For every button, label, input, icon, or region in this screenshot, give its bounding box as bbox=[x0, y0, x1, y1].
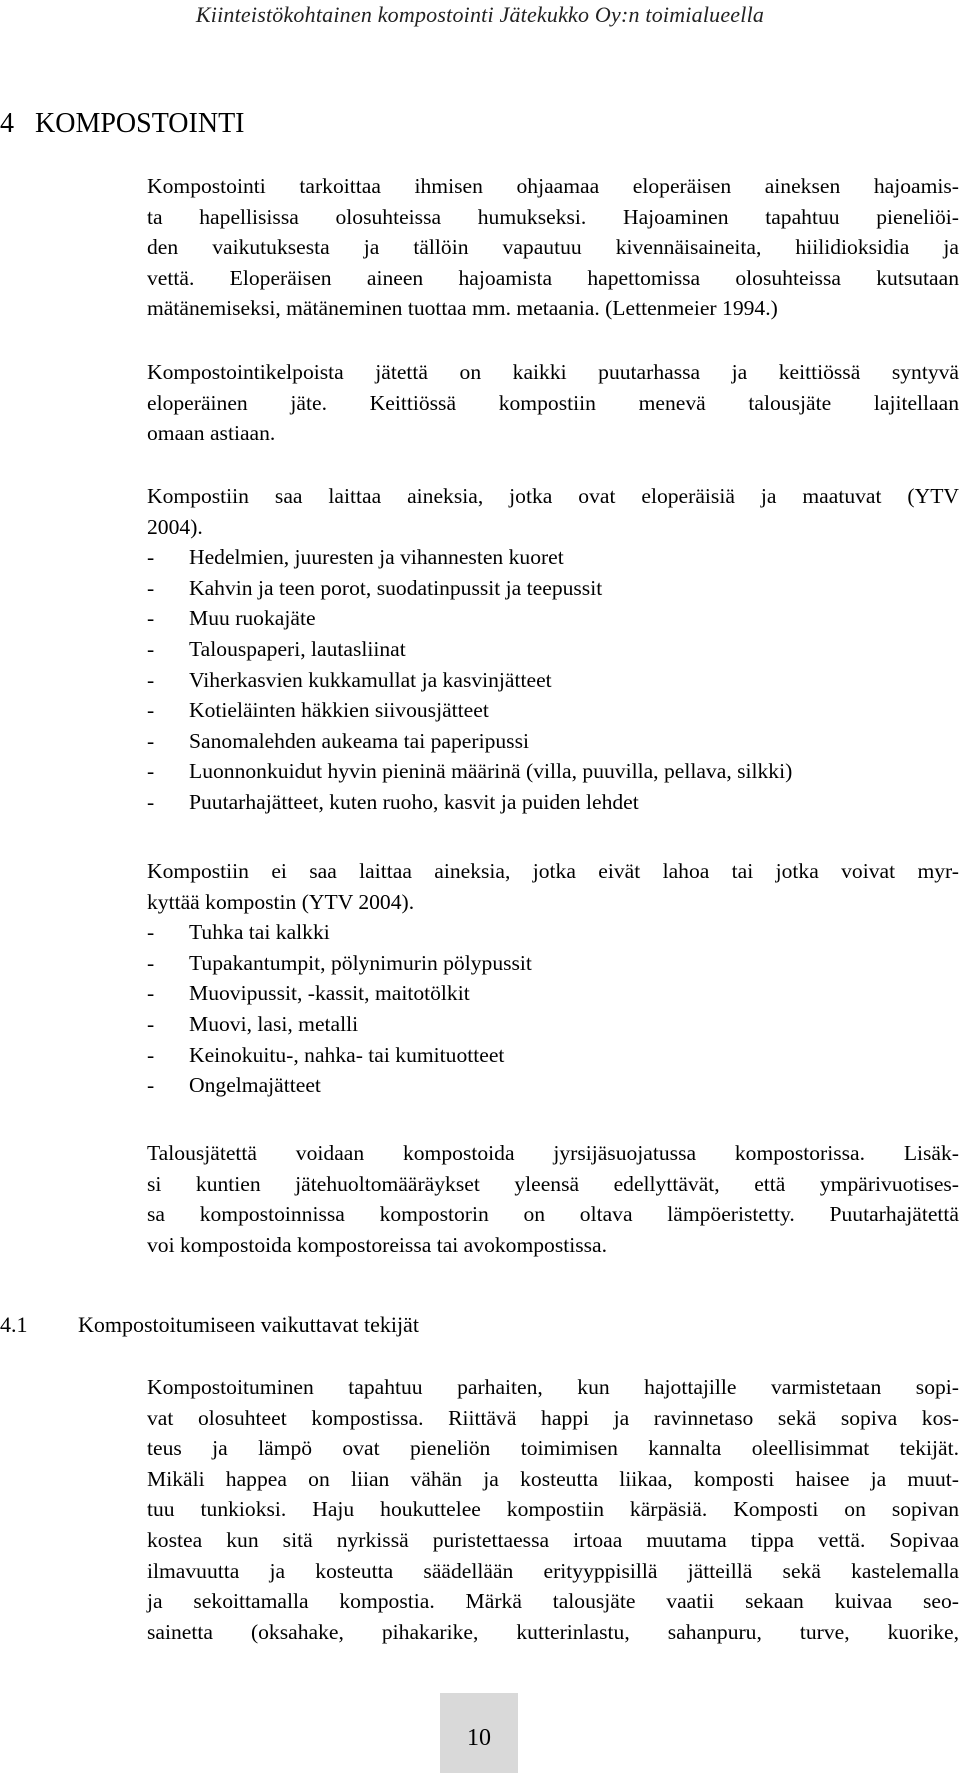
list-dash: - bbox=[147, 728, 155, 753]
text-line: voi kompostoida kompostoreissa tai avokompostissa. bbox=[147, 1232, 608, 1257]
list-item-text: Muovipussit, -kassit, maitotölkit bbox=[189, 981, 470, 1006]
list-dash: - bbox=[147, 981, 155, 1006]
list-item-text: Kotieläinten häkkien siivousjätteet bbox=[189, 698, 489, 723]
list-item bbox=[147, 634, 959, 665]
subsection-number: 4.1 bbox=[0, 1312, 28, 1337]
list-item-text: Hedelmien, juuresten ja vihannesten kuoret bbox=[189, 545, 564, 570]
text-line: tuu tunkioksi. Haju houkuttelee kompostiin kärpäsiä. Komposti on sopivan bbox=[147, 1497, 959, 1522]
list-item-text: Muu ruokajäte bbox=[189, 606, 316, 631]
list-item-text: Talouspaperi, lautasliinat bbox=[189, 636, 406, 661]
list-item-text: Viherkasvien kukkamullat ja kasvinjätteet bbox=[189, 667, 552, 692]
text-line: teus ja lämpö ovat pieneliön toimimisen kannalta oleellisimmat tekijät. bbox=[147, 1436, 959, 1461]
list-dash: - bbox=[147, 545, 155, 570]
list-item-text: Tupakantumpit, pölynimurin pölypussit bbox=[189, 950, 532, 975]
household-paragraph bbox=[147, 1138, 959, 1260]
list-item bbox=[147, 978, 959, 1009]
text-line: Kompostoituminen tapahtuu parhaiten, kun hajottajille varmistetaan sopi- bbox=[147, 1375, 959, 1399]
section-heading bbox=[0, 108, 245, 140]
list-item-text: Tuhka tai kalkki bbox=[189, 920, 330, 945]
text-line: Mikäli happea on liian vähän ja kosteutta liikaa, komposti haisee ja muut- bbox=[147, 1466, 959, 1491]
text-line: ta hapellisissa olosuhteissa humukseksi. Hajoaminen tapahtuu pieneliöi- bbox=[147, 204, 959, 229]
list-dash: - bbox=[147, 636, 155, 661]
text-line: kostea kun sitä nyrkissä puristettaessa irtoaa muutama tippa vettä. Sopivaa bbox=[147, 1527, 959, 1552]
subsection-title: Kompostoitumiseen vaikuttavat tekijät bbox=[78, 1312, 419, 1337]
list-item bbox=[147, 1040, 959, 1071]
list-dash: - bbox=[147, 1073, 155, 1098]
list-item-text: Muovi, lasi, metalli bbox=[189, 1011, 359, 1036]
text-line: den vaikutuksesta ja tällöin vapautuu kivennäisaineita, hiilidioksidia ja bbox=[147, 235, 959, 260]
suitable-paragraph bbox=[147, 357, 959, 449]
text-line: Kompostiin ei saa laittaa aineksia, jotka eivät lahoa tai jotka voivat myr- bbox=[147, 859, 959, 883]
forbidden-list bbox=[147, 917, 959, 1101]
list-dash: - bbox=[147, 920, 155, 945]
forbidden-section bbox=[147, 856, 959, 1101]
list-dash: - bbox=[147, 606, 155, 631]
list-dash: - bbox=[147, 1011, 155, 1036]
list-item bbox=[147, 948, 959, 979]
text-line: 2004). bbox=[147, 514, 203, 539]
list-item-text: Kahvin ja teen porot, suodatinpussit ja teepussit bbox=[189, 575, 603, 600]
text-line: ja sekoittamalla kompostia. Märkä talousjäte vaatii sekaan kuivaa seo- bbox=[147, 1589, 959, 1614]
list-item bbox=[147, 603, 959, 634]
list-item bbox=[147, 573, 959, 604]
running-header: Kiinteistökohtainen kompostointi Jätekukko Oy:n toimialueella bbox=[195, 2, 765, 27]
list-item bbox=[147, 695, 959, 726]
text-line: Kompostointi tarkoittaa ihmisen ohjaamaa eloperäisen aineksen hajoamis- bbox=[147, 174, 959, 198]
text-line: Kompostiin saa laittaa aineksia, jotka ovat eloperäisiä ja maatuvat (YTV bbox=[147, 484, 959, 508]
list-item bbox=[147, 542, 959, 573]
subsection-heading bbox=[0, 1312, 419, 1338]
list-item bbox=[147, 917, 959, 948]
text-line: si kuntien jätehuoltomääräykset yleensä edellyttävät, että ympärivuotises- bbox=[147, 1171, 959, 1196]
allowed-list bbox=[147, 542, 959, 817]
list-item-text: Keinokuitu-, nahka- tai kumituotteet bbox=[189, 1042, 505, 1067]
intro-paragraph bbox=[147, 171, 959, 324]
list-dash: - bbox=[147, 950, 155, 975]
text-line: eloperäinen jäte. Keittiössä kompostiin menevä talousjäte lajitellaan bbox=[147, 390, 959, 415]
list-dash: - bbox=[147, 667, 155, 692]
text-line: sa kompostoinnissa kompostorin on oltava lämpöeristetty. Puutarhajätettä bbox=[147, 1202, 959, 1227]
text-line: Talousjätettä voidaan kompostoida jyrsijäsuojatussa kompostorissa. Lisäk- bbox=[147, 1141, 959, 1165]
list-item bbox=[147, 665, 959, 696]
text-line: omaan astiaan. bbox=[147, 421, 276, 446]
list-dash: - bbox=[147, 759, 155, 784]
list-item-text: Puutarhajätteet, kuten ruoho, kasvit ja puiden lehdet bbox=[189, 789, 639, 814]
list-dash: - bbox=[147, 575, 155, 600]
allowed-section bbox=[147, 481, 959, 818]
list-item bbox=[147, 787, 959, 818]
list-item bbox=[147, 726, 959, 757]
text-line: Kompostointikelpoista jätettä on kaikki puutarhassa ja keittiössä syntyvä bbox=[147, 360, 959, 384]
list-dash: - bbox=[147, 789, 155, 814]
text-line: vat olosuhteet kompostissa. Riittävä happi ja ravinnetaso sekä sopiva kos- bbox=[147, 1405, 959, 1430]
text-line: sainetta (oksahake, pihakarike, kutterinlastu, sahanpuru, turve, kuorike, bbox=[147, 1619, 959, 1644]
list-dash: - bbox=[147, 1042, 155, 1067]
text-line: mätänemiseksi, mätäneminen tuottaa mm. metaania. (Lettenmeier 1994.) bbox=[147, 296, 778, 321]
section-title: KOMPOSTOINTI bbox=[35, 108, 245, 139]
list-dash: - bbox=[147, 698, 155, 723]
list-item-text: Ongelmajätteet bbox=[189, 1073, 321, 1098]
text-line: vettä. Eloperäisen aineen hajoamista hapettomissa olosuhteissa kutsutaan bbox=[147, 265, 959, 290]
list-item bbox=[147, 756, 959, 787]
section-number: 4 bbox=[0, 108, 14, 139]
factors-paragraph bbox=[147, 1372, 959, 1647]
list-item bbox=[147, 1009, 959, 1040]
list-item bbox=[147, 1070, 959, 1101]
page-number: 10 bbox=[440, 1693, 518, 1773]
list-item-text: Luonnonkuidut hyvin pieninä määrinä (villa, puuvilla, pellava, silkki) bbox=[189, 759, 793, 784]
text-line: ilmavuutta ja kosteutta säädellään erityyppisillä jätteillä sekä kastelemalla bbox=[147, 1558, 959, 1583]
text-line: kyttää kompostin (YTV 2004). bbox=[147, 889, 415, 914]
list-item-text: Sanomalehden aukeama tai paperipussi bbox=[189, 728, 529, 753]
